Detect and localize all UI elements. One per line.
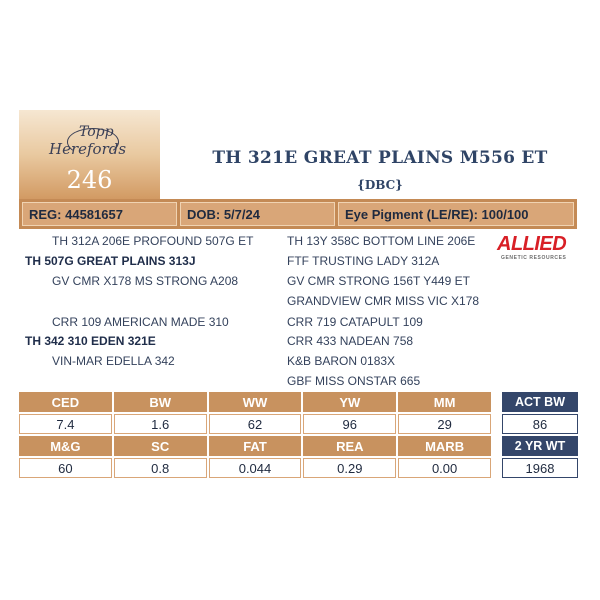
lot-number: 246: [66, 166, 113, 194]
logo-line-1: Topp: [79, 124, 114, 140]
epd-value-marb: 0.00: [398, 458, 491, 478]
pedigree-dam-sire-sire: CRR 109 AMERICAN MADE 310: [52, 315, 229, 329]
epd-value-fat: 0.044: [209, 458, 302, 478]
actual-bw-value: 86: [502, 414, 578, 434]
pedigree-dam-sire: TH 342 310 EDEN 321E: [25, 334, 156, 348]
epd-value-rea: 0.29: [303, 458, 396, 478]
pedigree-right-2: FTF TRUSTING LADY 312A: [287, 254, 440, 268]
registration-number: REG: 44581657: [22, 202, 177, 226]
epd-header-mm: MM: [398, 392, 491, 412]
epd-value-yw: 96: [303, 414, 396, 434]
eye-pigment: Eye Pigment (LE/RE): 100/100: [338, 202, 574, 226]
pedigree-right-1: TH 13Y 358C BOTTOM LINE 206E: [287, 234, 476, 248]
epd-header-bw: BW: [114, 392, 207, 412]
logo-panel: [19, 110, 160, 199]
pedigree-right-8: GBF MISS ONSTAR 665: [287, 374, 421, 388]
pedigree-sire-sire-dam: GV CMR X178 MS STRONG A208: [52, 274, 239, 288]
allied-logo: [497, 233, 579, 263]
epd-value-ww: 62: [209, 414, 302, 434]
two-year-weight-header: 2 YR WT: [502, 436, 578, 456]
epd-header-fat: FAT: [209, 436, 302, 456]
logo-line-2: Herefords: [49, 140, 127, 158]
pedigree-dam-sire-dam: VIN-MAR EDELLA 342: [52, 354, 175, 368]
actual-bw-header: ACT BW: [502, 392, 578, 412]
pedigree-right-6: CRR 433 NADEAN 758: [287, 334, 414, 348]
two-year-weight-value: 1968: [502, 458, 578, 478]
allied-logo-word: ALLIED: [497, 233, 567, 255]
pedigree-sire-sire-sire: TH 312A 206E PROFOUND 507G ET: [52, 234, 254, 248]
weights-table: [502, 392, 578, 478]
epd-header-ww: WW: [209, 392, 302, 412]
epd-value-mm: 29: [398, 414, 491, 434]
farm-logo: [45, 122, 145, 162]
epd-header-rea: REA: [303, 436, 396, 456]
epd-value-bw: 1.6: [114, 414, 207, 434]
animal-name: TH 321E GREAT PLAINS M556 ET: [212, 148, 548, 168]
epd-header-ced: CED: [19, 392, 112, 412]
allied-logo-subtitle: GENETIC RESOURCES: [501, 255, 567, 261]
epd-header-sc: SC: [114, 436, 207, 456]
epd-header-marb: MARB: [398, 436, 491, 456]
epd-header-mg: M&G: [19, 436, 112, 456]
info-bar: [19, 199, 577, 229]
pedigree-right-4: GRANDVIEW CMR MISS VIC X178: [287, 294, 480, 308]
epd-header-yw: YW: [303, 392, 396, 412]
epd-value-mg: 60: [19, 458, 112, 478]
pedigree-right-5: CRR 719 CATAPULT 109: [287, 315, 423, 329]
pedigree-right-3: GV CMR STRONG 156T Y449 ET: [287, 274, 470, 288]
epd-value-ced: 7.4: [19, 414, 112, 434]
pedigree-right-7: K&B BARON 0183X: [287, 354, 396, 368]
pedigree-sire-sire: TH 507G GREAT PLAINS 313J: [25, 254, 196, 268]
animal-subtitle: {DBC}: [357, 178, 403, 192]
epd-value-sc: 0.8: [114, 458, 207, 478]
epd-table: [19, 392, 491, 478]
date-of-birth: DOB: 5/7/24: [180, 202, 335, 226]
